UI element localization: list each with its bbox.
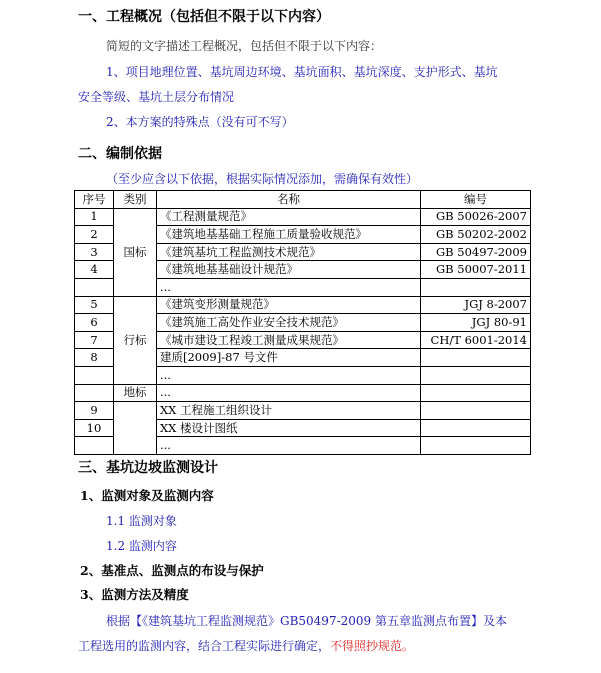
header-category: 类别 xyxy=(114,191,157,209)
row-no: 8 xyxy=(75,349,114,367)
row-code xyxy=(421,384,531,402)
row-code: GB 50202-2002 xyxy=(421,226,531,244)
row-code xyxy=(421,402,531,420)
row-name: ... xyxy=(157,366,421,384)
section2-title: 二、编制依据 xyxy=(78,146,162,162)
section1-item1-line1: 1、项目地理位置、基坑周边环境、基坑面积、基坑深度、支护形式、基坑 xyxy=(106,65,498,79)
row-code: GB 50497-2009 xyxy=(421,243,531,261)
table-row xyxy=(75,296,531,314)
row-name: XX 楼设计图纸 xyxy=(157,419,421,437)
header-code: 编号 xyxy=(421,191,531,209)
row-no: 1 xyxy=(75,208,114,226)
row-name: ... xyxy=(157,384,421,402)
row-no: 4 xyxy=(75,261,114,279)
row-code xyxy=(421,349,531,367)
row-code xyxy=(421,366,531,384)
row-no: 2 xyxy=(75,226,114,244)
row-code: JGJ 80-91 xyxy=(421,314,531,332)
row-no xyxy=(75,366,114,384)
row-name: 《建筑基坑工程监测技术规范》 xyxy=(157,243,421,261)
row-code xyxy=(421,278,531,296)
row-name: 《工程测量规范》 xyxy=(157,208,421,226)
row-code: GB 50007-2011 xyxy=(421,261,531,279)
section3-title: 三、基坑边坡监测设计 xyxy=(78,460,218,476)
row-no xyxy=(75,278,114,296)
sub1-heading: 1、监测对象及监测内容 xyxy=(80,488,214,503)
section1-intro: 简短的文字描述工程概况，包括但不限于以下内容： xyxy=(106,39,383,53)
row-no: 5 xyxy=(75,296,114,314)
header-name: 名称 xyxy=(157,191,421,209)
category-local: 地标 xyxy=(114,384,157,402)
row-name: 《建筑地基基础工程施工质量验收规范》 xyxy=(157,226,421,244)
para-line1: 根据【《建筑基坑工程监测规范》GB50497-2009 第五章监测点布置】及本 xyxy=(106,614,507,628)
row-name: ... xyxy=(157,437,421,455)
sub2-heading: 2、基准点、监测点的布设与保护 xyxy=(80,563,264,578)
row-name: 建质[2009]-87 号文件 xyxy=(157,349,421,367)
row-code: GB 50026-2007 xyxy=(421,208,531,226)
row-no: 6 xyxy=(75,314,114,332)
row-name: 《建筑变形测量规范》 xyxy=(157,296,421,314)
row-no: 7 xyxy=(75,331,114,349)
header-no: 序号 xyxy=(75,191,114,209)
sub3-heading: 3、监测方法及精度 xyxy=(80,587,189,602)
row-name: XX 工程施工组织设计 xyxy=(157,402,421,420)
table-row xyxy=(75,384,531,402)
sub1-1: 1.1 监测对象 xyxy=(106,514,177,528)
table-header-row xyxy=(75,191,531,209)
category-blank xyxy=(114,402,157,455)
row-code xyxy=(421,437,531,455)
para-warning: 不得照抄规范。 xyxy=(330,639,415,653)
para-line2-text: 工程选用的监测内容，结合工程实际进行确定， xyxy=(78,639,331,653)
sub1-2: 1.2 监测内容 xyxy=(106,539,177,553)
category-national: 国标 xyxy=(114,208,157,296)
row-code: CH/T 6001-2014 xyxy=(421,331,531,349)
para-line2 xyxy=(78,637,414,654)
section2-note: （至少应含以下依据，根据实际情况添加，需确保有效性） xyxy=(106,172,419,186)
table-row xyxy=(75,402,531,420)
section1-item1-line2: 安全等级、基坑土层分布情况 xyxy=(78,90,235,104)
row-no xyxy=(75,437,114,455)
row-no: 10 xyxy=(75,419,114,437)
row-code: JGJ 8-2007 xyxy=(421,296,531,314)
row-no: 3 xyxy=(75,243,114,261)
row-name: ... xyxy=(157,278,421,296)
row-name: 《建筑地基基础设计规范》 xyxy=(157,261,421,279)
section1-item2: 2、本方案的特殊点（没有可不写） xyxy=(106,115,294,129)
row-code xyxy=(421,419,531,437)
row-no xyxy=(75,384,114,402)
row-name: 《建筑施工高处作业安全技术规范》 xyxy=(157,314,421,332)
section1-title: 一、工程概况（包括但不限于以下内容） xyxy=(78,9,330,25)
row-no: 9 xyxy=(75,402,114,420)
category-industry: 行标 xyxy=(114,296,157,384)
table-row xyxy=(75,208,531,226)
basis-table xyxy=(74,190,531,455)
row-name: 《城市建设工程竣工测量成果规范》 xyxy=(157,331,421,349)
